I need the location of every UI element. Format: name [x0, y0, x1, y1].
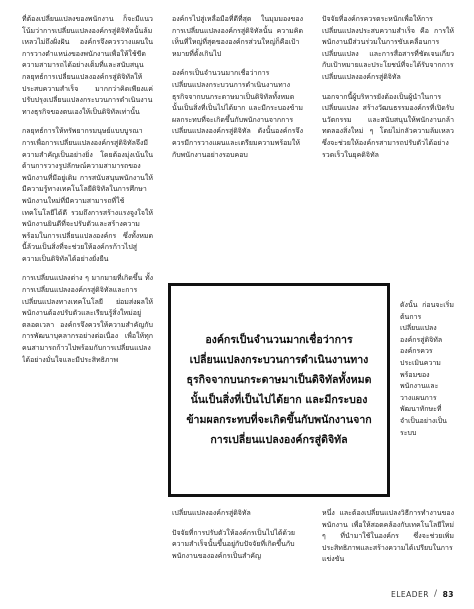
- article-column-1: [22, 14, 153, 574]
- article-column-2-bottom: [172, 508, 303, 576]
- article-column-3-bottom: [322, 508, 454, 576]
- article-column-3-top: [322, 14, 454, 294]
- paragraph: เปลี่ยนแปลงองค์กรสู่ดิจิทัล: [172, 509, 251, 517]
- paragraph: ปัจจัยที่การปรับตัวให้องค์กรเป็นไปได้ด้วยความสำเร็จนั้นขึ้นอยู่กับปัจจัยที่เกิดขึ้นกับพนักงานขององค์กรเป็นสำคัญ: [172, 528, 295, 560]
- paragraph: องค์กรเป็นจำนวนมากเชื่อว่าการเปลี่ยนแปลงกระบวนการดำเนินงานทางธุรกิจจากบนกระดาษมาเป็นดิจิทัลทั้งหมดนั้นเป็นสิ่งที่เป็นไปได้ยาก และมีกระบองข้ามผลกระทบที่จะเกิดขึ้นกับพนักงานจากการเปลี่ยนแปลงองค์กรสู่ดิจิทัล ดังนั้นองค์กรจึงควรมีการวางแผนและเตรียมความพร้อมให้กับพนักงานอย่างรอบคอบ: [172, 69, 303, 159]
- article-column-3-middle: [400, 300, 454, 485]
- paragraph: การเปลี่ยนแปลงต่าง ๆ มากมายที่เกิดขึ้น ทั้งการเปลี่ยนแปลงองค์กรสู่ดิจิทัลและการเปลี่ยนแปลงทางเทคโนโลยี ย่อมส่งผลให้พนักงานต้องปรับตัวและเรียนรู้สิ่งใหม่อยู่ตลอดเวลา องค์กรจึงควรให้ความสำคัญกับการพัฒนาบุคลากรอย่างต่อเนื่อง เพื่อให้ทุกคนสามารถก้าวไปพร้อมกับการเปลี่ยนแปลงได้อย่างมั่นใจและมีประสิทธิภาพ: [22, 274, 153, 364]
- footer-separator: /: [434, 589, 438, 599]
- paragraph: ปัจจัยที่องค์กรควรตระหนักเพื่อให้การเปลี่ยนแปลงประสบความสำเร็จ คือ การให้พนักงานมีส่วนร่วมในการขับเคลื่อนการเปลี่ยนแปลง และการสื่อสารที่ชัดเจนเกี่ยวกับเป้าหมายและประโยชน์ที่จะได้รับจากการเปลี่ยนแปลงองค์กรสู่ดิจิทัล: [322, 15, 454, 81]
- paragraph: องค์กรไปสู่เหลื่อมือที่ดีที่สุด ในมุมมองของการเปลี่ยนแปลงองค์กรสู่ดิจิทัลนั้น ความคิดเห็นที่ใหญ่ที่สุดขององค์กรส่วนใหญ่ก็คือเป้าหมายที่ตั้งเกินไป: [172, 15, 303, 58]
- article-column-2-top: [172, 14, 303, 254]
- paragraph: หนึ่ง และต้องเปลี่ยนแปลงวิธีการทำงานของพนักงาน เพื่อให้สอดคล้องกับเทคโนโลยีใหม่ ๆ ที่นำมาใช้ในองค์กร ซึ่งจะช่วยเพิ่มประสิทธิภาพและสร้างความได้เปรียบในการแข่งขัน: [322, 509, 454, 564]
- paragraph: ที่ต้องเปลี่ยนแปลงของพนักงาน ก็จะมีแนวโน้มว่าการเปลี่ยนแปลงองค์กรสู่ดิจิทัลนั้นล้มเหลวไม่ถึงฝั่งฝัน องค์กรจึงควรวางแผนในการวางตำแหน่งของพนักงานเพื่อให้ใช้ขีดความสามารถได้อย่างเต็มที่และสนับสนุนกลยุทธ์การเปลี่ยนแปลงองค์กรสู่ดิจิทัลให้ประสบความสำเร็จ มากกว่าคิดเพียงแค่ปรับปรุงเปลี่ยนแปลงกระบวนการดำเนินงานทางธุรกิจของตนเองให้เป็นดิจิทัลเท่านั้น: [22, 15, 153, 116]
- paragraph: นอกจากนี้ผู้บริหารยังต้องเป็นผู้นำในการเปลี่ยนแปลง สร้างวัฒนธรรมองค์กรที่เปิดรับนวัตกรรม และสนับสนุนให้พนักงานกล้าทดลองสิ่งใหม่ ๆ โดยไม่กลัวความล้มเหลว ซึ่งจะช่วยให้องค์กรสามารถปรับตัวได้อย่างรวดเร็วในยุคดิจิทัล: [322, 92, 454, 159]
- magazine-name: ELEADER: [391, 589, 430, 599]
- page-number: 83: [442, 589, 454, 599]
- pull-quote-box: [168, 283, 390, 497]
- page-footer: [391, 589, 454, 599]
- paragraph: ดังนั้น ก่อนจะเริ่มต้นการเปลี่ยนแปลงองค์กรสู่ดิจิทัล องค์กรควรประเมินความพร้อมของพนักงานและวางแผนการพัฒนาทักษะที่จำเป็นอย่างเป็นระบบ: [400, 301, 454, 437]
- pull-quote-text: องค์กรเป็นจำนวนมากเชื่อว่าการเปลี่ยนแปลงกระบวนการดำเนินงานทางธุรกิจจากบนกระดาษมาเป็นดิจิทัลทั้งหมดนั้นเป็นสิ่งที่เป็นไปได้ยาก และมีกระบองข้ามผลกระทบที่จะเกิดขึ้นกับพนักงานจากการเปลี่ยนแปลงองค์กรสู่ดิจิทัล: [186, 334, 372, 446]
- paragraph: กลยุทธ์การให้ทรัพยากรมนุษย์แบบบูรณาการเพื่อการเปลี่ยนแปลงองค์กรสู่ดิจิทัลจึงมีความสำคัญเป็นอย่างยิ่ง โดยต้องมุ่งเน้นในด้านการวางรูปลักษณ์ความสามารถของพนักงานที่มีอยู่เดิม การสนับสนุนพนักงานให้มีความรู้ทางเทคโนโลยีดิจิทัลในการศึกษาพนักงานใหม่ที่มีความสามารถที่ใช้เทคโนโลยีได้ดี รวมถึงการสร้างแรงจูงใจให้พนักงานยินดีที่จะปรับตัวและสร้างความพร้อมในการเปลี่ยนแปลงองค์กร ซึ่งทั้งหมดนี้ล้วนเป็นสิ่งที่จะช่วยให้องค์กรก้าวไปสู่ความเป็นดิจิทัลได้อย่างยั่งยืน: [22, 127, 153, 263]
